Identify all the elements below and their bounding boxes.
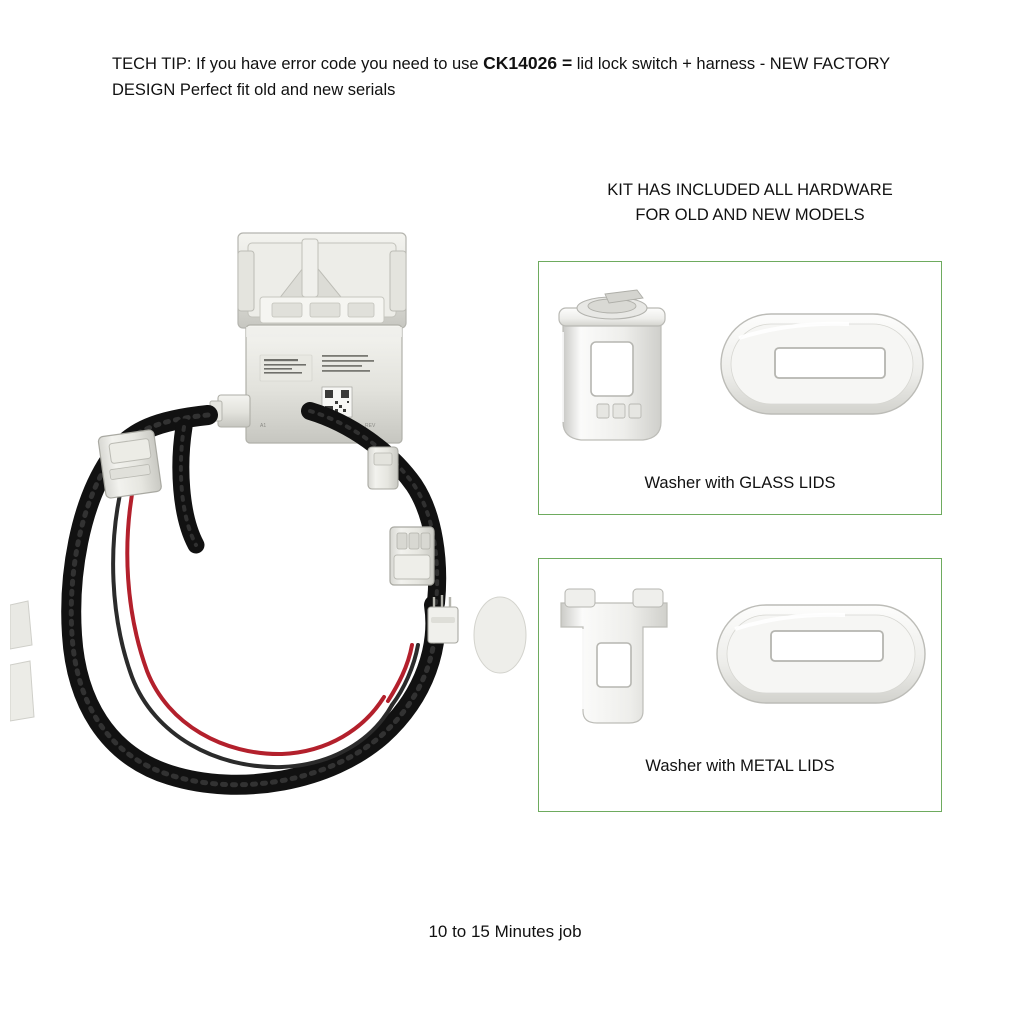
svg-text:A1: A1 [260, 423, 267, 429]
lid-lock-switch-and-harness-photo [10, 215, 530, 825]
tech-tip-suffix: lid lock switch + harness - NEW FACTORY DESIGN Perfect fit old and new serials [112, 55, 890, 99]
tech-tip-text [112, 50, 912, 103]
tech-tip-prefix: TECH TIP: If you have error code you need to use [112, 55, 484, 73]
white-connector-spur [368, 447, 398, 489]
panel-washer-metal-lids [538, 558, 942, 812]
kit-header [540, 178, 960, 228]
lid-lock-striker-glass [559, 290, 665, 440]
panel-metal-caption: Washer with METAL LIDS [645, 757, 835, 775]
panel-glass-figures [539, 272, 941, 462]
panel-washer-glass-lids [538, 261, 942, 515]
tech-tip-part-code: CK14026 = [483, 53, 573, 73]
panel-glass-caption: Washer with GLASS LIDS [644, 474, 836, 492]
panel-metal-figures [539, 569, 941, 759]
lid-lock-bezel-metal [717, 605, 925, 703]
lid-lock-striker-metal [561, 589, 667, 723]
bottom-caption: 10 to 15 Minutes job [428, 922, 582, 941]
red-white-black-wires [113, 483, 418, 767]
white-connector-4-pin [98, 429, 162, 498]
svg-text:REV: REV [365, 423, 376, 429]
lid-lock-bezel-glass [721, 314, 923, 414]
kit-header-line2: FOR OLD AND NEW MODELS [635, 205, 865, 224]
white-connector-3-pin [390, 527, 434, 585]
kit-header-line1: KIT HAS INCLUDED ALL HARDWARE [607, 181, 893, 199]
